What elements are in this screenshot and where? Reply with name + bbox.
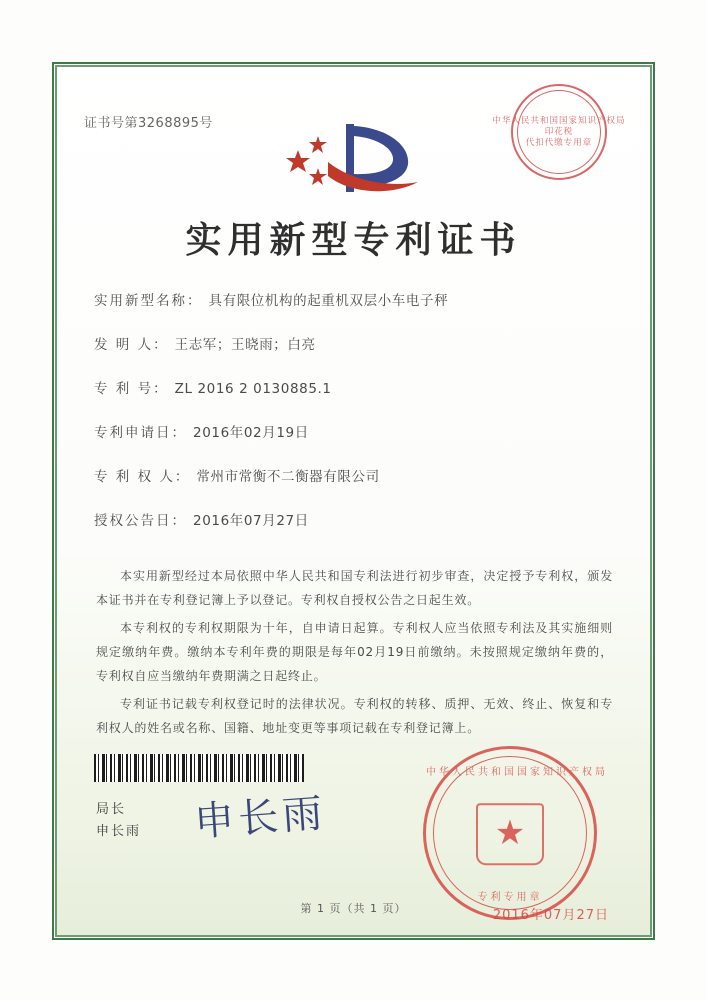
legal-paragraph: 专利证书记载专利权登记时的法律状况。专利权的转移、质押、无效、终止、恢复和专利权人的姓名或名称、国籍、地址变更等事项记载在专利登记簿上。	[96, 697, 613, 735]
field-row	[94, 289, 613, 309]
field-label-name: 实用新型名称：	[94, 293, 203, 309]
star-icon: ★	[494, 813, 526, 853]
sipo-logo	[54, 116, 653, 200]
legal-paragraph: 本实用新型经过本局依照中华人民共和国专利法进行初步审查，决定授予专利权，颁发本证书并在专利登记簿上予以登记。专利权自授权公告之日起生效。	[96, 569, 613, 607]
page-title: 实用新型专利证书	[185, 219, 522, 261]
certificate-content	[54, 64, 653, 938]
field-value-patent-number: ZL 2016 2 0130885.1	[174, 381, 332, 397]
registration-seal-line-3: 代扣代缴专用章	[525, 138, 593, 148]
certificate-fields	[94, 289, 613, 553]
field-value-name: 具有限位机构的起重机双层小车电子秤	[208, 293, 449, 309]
field-value-grant-date: 2016年07月27日	[193, 513, 309, 529]
field-value-patentee: 常州市常衡不二衡器有限公司	[196, 469, 380, 485]
field-row	[94, 421, 613, 441]
field-value-application-date: 2016年02月19日	[193, 425, 309, 441]
page-footer: 第 1 页（共 1 页）	[300, 902, 407, 915]
director-name-label: 申长雨	[96, 824, 142, 839]
field-label-inventor: 发 明 人：	[94, 337, 169, 353]
seal-arc-bottom-text: 专利专用章	[477, 892, 543, 903]
seal-date: 2016年07月27日	[492, 908, 609, 923]
certificate-border	[52, 62, 655, 940]
legal-body-text	[96, 564, 613, 744]
handwritten-signature: 申长雨	[192, 790, 328, 846]
field-value-inventor: 王志军；王晓雨；白亮	[174, 337, 316, 353]
field-row	[94, 509, 613, 529]
field-label-patentee: 专 利 权 人：	[94, 469, 191, 485]
director-title-label: 局长	[96, 802, 127, 817]
signature-block	[96, 799, 141, 843]
field-row	[94, 333, 613, 353]
certificate-serial-number: 证书号第3268895号	[84, 116, 213, 131]
field-label-application-date: 专利申请日：	[94, 425, 187, 441]
national-ip-administration-seal	[423, 746, 608, 920]
field-row	[94, 377, 613, 397]
field-row	[94, 465, 613, 485]
registration-seal-line-2: 印花税	[544, 127, 574, 137]
field-label-grant-date: 授权公告日：	[94, 513, 187, 529]
legal-paragraph: 本专利权的专利权期限为十年，自申请日起算。专利权人应当依照专利法及其实施细则规定缴纳年费。缴纳本专利年费的期限是每年02月19日前缴纳。未按照规定缴纳年费的，专利权自应当缴纳年费期满之日起终止。	[96, 621, 613, 683]
sipo-logo-graphic	[284, 116, 424, 200]
patent-barcode	[94, 754, 304, 782]
field-label-patent-number: 专 利 号：	[94, 381, 169, 397]
seal-arc-top-text: 中华人民共和国国家知识产权局	[426, 767, 608, 778]
registration-seal-line-1: 中华人民共和国国家知识产权局	[492, 116, 626, 126]
